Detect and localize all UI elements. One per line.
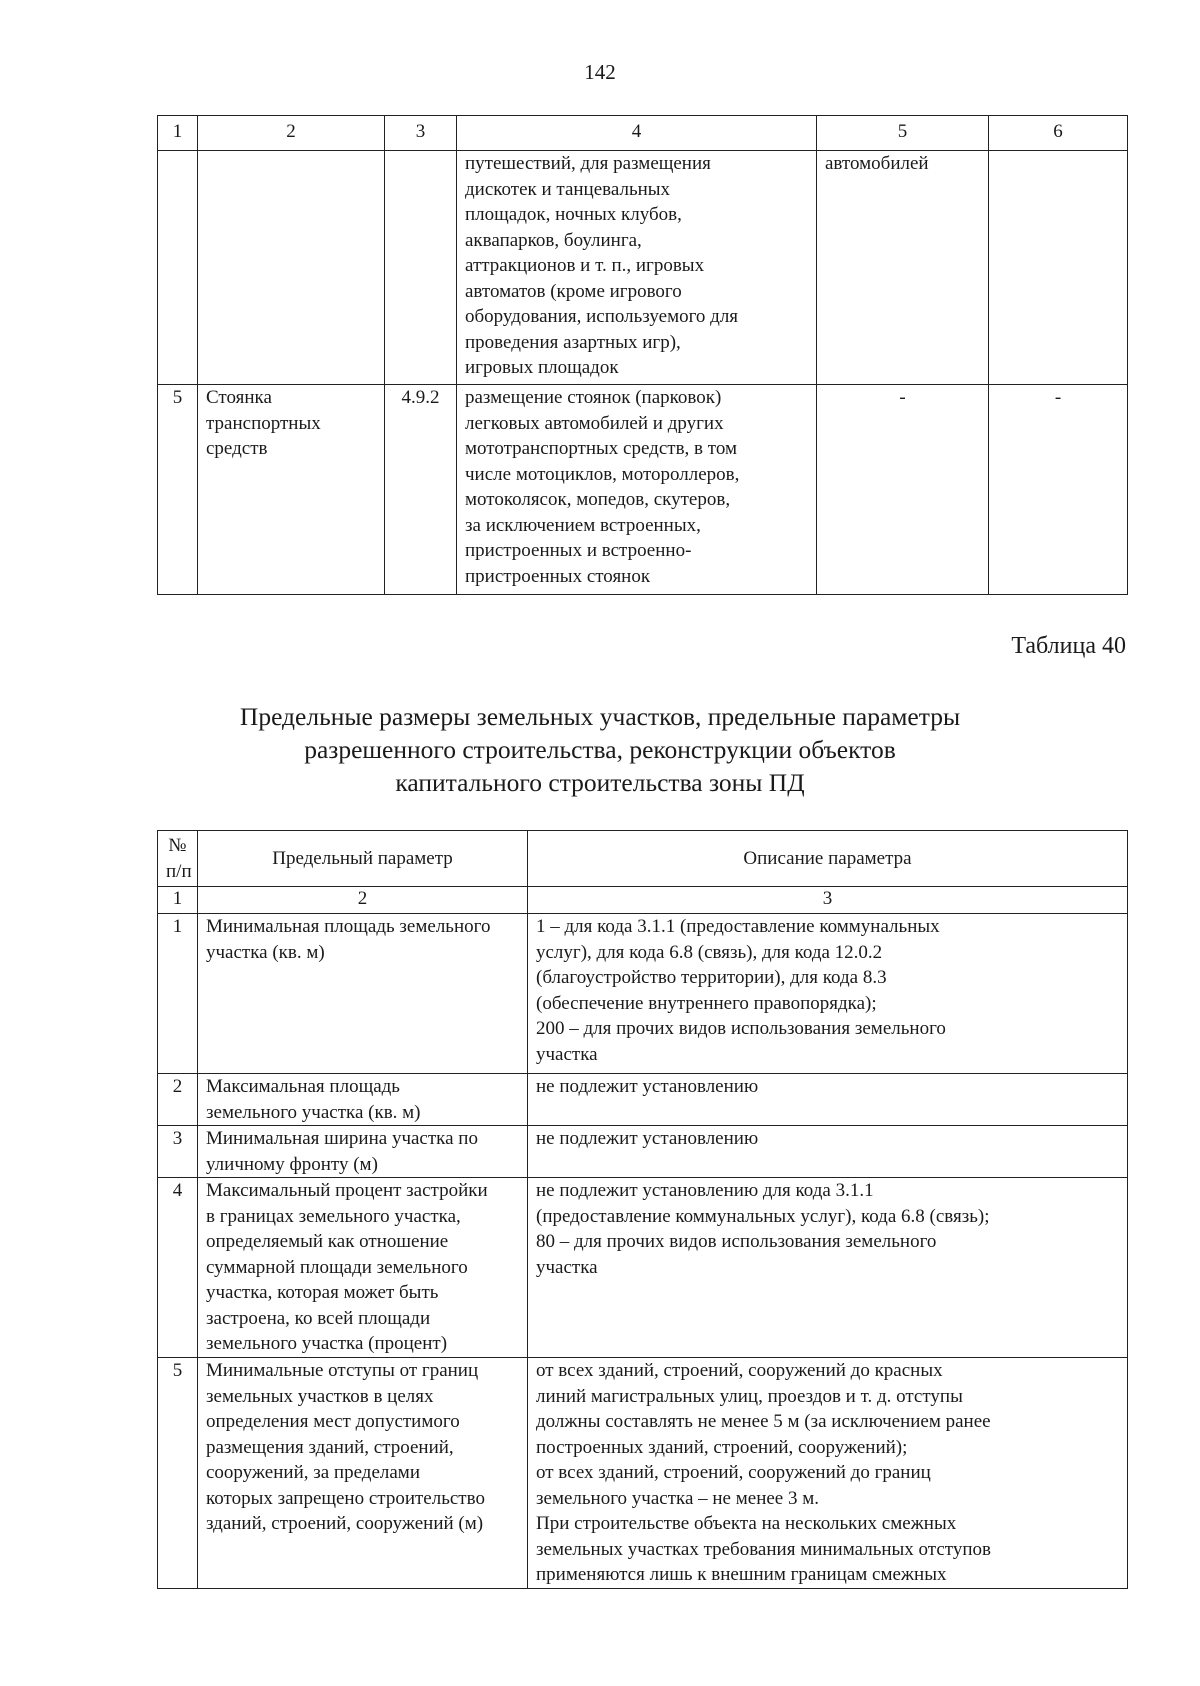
text-line: мототранспортных средств, в том (465, 438, 737, 459)
table-title (0, 700, 1200, 799)
text-line: участка (кв. м) (206, 941, 325, 963)
text-line: Максимальный процент застройки (206, 1180, 488, 1201)
table-caption: Таблица 40 (1011, 633, 1126, 659)
text-line: которых запрещено строительство (206, 1487, 485, 1509)
parameter-description (528, 1126, 1128, 1178)
text-line: застроена, ко всей площади (206, 1307, 431, 1329)
text-line: определяемый как отношение (206, 1231, 449, 1252)
parameter-name (198, 1126, 528, 1178)
text-line: определения мест допустимого (206, 1411, 460, 1432)
header-param: Предельный параметр (198, 831, 528, 887)
text-line: При строительстве объекта на нескольких смежных (536, 1513, 957, 1534)
text-line: 80 – для прочих видов использования земельного (536, 1231, 937, 1252)
row-number: 5 (158, 385, 198, 595)
parameter-description (528, 1178, 1128, 1358)
column-number: 3 (385, 116, 457, 151)
text-line: игровых площадок (465, 357, 619, 378)
column-number: 1 (158, 116, 198, 151)
text-line: пристроенных и встроенно- (465, 540, 692, 561)
text-line: 1 – для кода 3.1.1 (предоставление коммунальных (536, 916, 940, 937)
text-line: легковых автомобилей и других (465, 412, 724, 434)
header-num (158, 831, 198, 887)
text-line: оборудования, используемого для (465, 306, 739, 327)
text-line: от всех зданий, строений, сооружений до границ (536, 1462, 931, 1483)
column-numbers-row (158, 887, 1128, 914)
text-line: должны составлять не менее 5 м (за исключением ранее (536, 1411, 991, 1432)
text-line: Минимальная ширина участка по (206, 1128, 478, 1149)
text-line: (благоустройство территории), для кода 8.3 (536, 967, 887, 988)
text-line: пристроенных стоянок (465, 565, 651, 587)
text-line: путешествий, для размещения (465, 153, 711, 174)
column-5-value: автомобилей (817, 151, 989, 385)
text-line: зданий, строений, сооружений (м) (206, 1513, 484, 1534)
parameter-description (528, 914, 1128, 1074)
parameter-name (198, 1074, 528, 1126)
text-line: земельного участка – не менее 3 м. (536, 1487, 819, 1509)
text-line: земельного участка (кв. м) (206, 1101, 421, 1123)
page-number: 142 (584, 60, 616, 84)
text-line: не подлежит установлению (536, 1128, 759, 1149)
row-number: 5 (158, 1358, 198, 1589)
text-line: (обеспечение внутреннего правопорядка); (536, 992, 877, 1014)
title-line: капитального строительства зоны ПД (395, 768, 805, 797)
text-line: участка, которая может быть (206, 1282, 439, 1303)
text-line: Стоянка (206, 387, 272, 408)
table-row (158, 1126, 1128, 1178)
header-description: Описание параметра (528, 831, 1128, 887)
column-number: 2 (198, 116, 385, 151)
text-line: в границах земельного участка, (206, 1205, 461, 1227)
header-row (158, 831, 1128, 887)
title-line: разрешенного строительства, реконструкции объектов (304, 735, 896, 764)
text-line: земельных участках требования минимальных отступов (536, 1538, 991, 1560)
land-use-description (457, 385, 817, 595)
column-number: 1 (158, 887, 198, 914)
header-num-symbol: № (168, 835, 187, 856)
column-number: 4 (457, 116, 817, 151)
parameter-name (198, 1358, 528, 1589)
title-line: Предельные размеры земельных участков, предельные параметры (239, 702, 961, 731)
text-line: размещение стоянок (парковок) (465, 387, 722, 408)
land-use-name (198, 385, 385, 595)
text-line: земельного участка (процент) (206, 1333, 448, 1354)
column-number: 5 (817, 116, 989, 151)
continued-table (157, 115, 1128, 595)
column-numbers-row (158, 116, 1128, 151)
table-row (158, 1358, 1128, 1589)
text-line: не подлежит установлению для кода 3.1.1 (536, 1180, 874, 1201)
text-line: сооружений, за пределами (206, 1462, 420, 1483)
text-line: земельных участков в целях (206, 1385, 434, 1407)
text-line: от всех зданий, строений, сооружений до красных (536, 1360, 943, 1381)
text-line: за исключением встроенных, (465, 514, 701, 536)
text-line: Минимальная площадь земельного (206, 916, 491, 937)
text-line: суммарной площади земельного (206, 1256, 468, 1278)
text-line: транспортных (206, 412, 321, 434)
land-use-description (457, 151, 817, 385)
table-row (158, 151, 1128, 385)
text-line: Минимальные отступы от границ (206, 1360, 479, 1381)
land-use-code (385, 151, 457, 385)
text-line: мотоколясок, мопедов, скутеров, (465, 489, 731, 510)
text-line: Максимальная площадь (206, 1076, 400, 1097)
column-6-value (989, 151, 1128, 385)
text-line: автоматов (кроме игрового (465, 280, 682, 302)
row-number: 1 (158, 914, 198, 1074)
column-number: 6 (989, 116, 1128, 151)
parameter-name (198, 914, 528, 1074)
land-use-name (198, 151, 385, 385)
row-number: 3 (158, 1126, 198, 1178)
table-row (158, 1178, 1128, 1358)
text-line: уличному фронту (м) (206, 1153, 378, 1175)
table-row (158, 914, 1128, 1074)
parameter-description (528, 1358, 1128, 1589)
text-line: размещения зданий, строений, (206, 1436, 454, 1458)
row-number (158, 151, 198, 385)
column-5-value: - (817, 385, 989, 595)
text-line: аквапарков, боулинга, (465, 229, 642, 251)
column-number: 3 (528, 887, 1128, 914)
parameters-table (157, 830, 1128, 1589)
text-line: линий магистральных улиц, проездов и т. д. отступы (536, 1385, 963, 1407)
text-line: числе мотоциклов, мотороллеров, (465, 463, 740, 485)
text-line: средств (206, 438, 268, 459)
land-use-code: 4.9.2 (385, 385, 457, 595)
column-number: 2 (198, 887, 528, 914)
text-line: (предоставление коммунальных услуг), кода 6.8 (связь); (536, 1205, 990, 1227)
text-line: применяются лишь к внешним границам смежных (536, 1564, 947, 1585)
text-line: участка (536, 1043, 598, 1065)
table-row (158, 385, 1128, 595)
text-line: услуг), для кода 6.8 (связь), для кода 12.0.2 (536, 941, 883, 963)
table-row (158, 1074, 1128, 1126)
text-line: 200 – для прочих видов использования земельного (536, 1018, 946, 1039)
text-line: аттракционов и т. п., игровых (465, 255, 705, 276)
text-line: дискотек и танцевальных (465, 178, 671, 200)
text-line: участка (536, 1256, 598, 1278)
text-line: проведения азартных игр), (465, 331, 681, 353)
header-num-abbr: п/п (166, 860, 192, 882)
row-number: 4 (158, 1178, 198, 1358)
text-line: не подлежит установлению (536, 1076, 759, 1097)
column-6-value: - (989, 385, 1128, 595)
text-line: площадок, ночных клубов, (465, 204, 682, 225)
row-number: 2 (158, 1074, 198, 1126)
text-line: построенных зданий, строений, сооружений); (536, 1436, 908, 1458)
parameter-description (528, 1074, 1128, 1126)
parameter-name (198, 1178, 528, 1358)
